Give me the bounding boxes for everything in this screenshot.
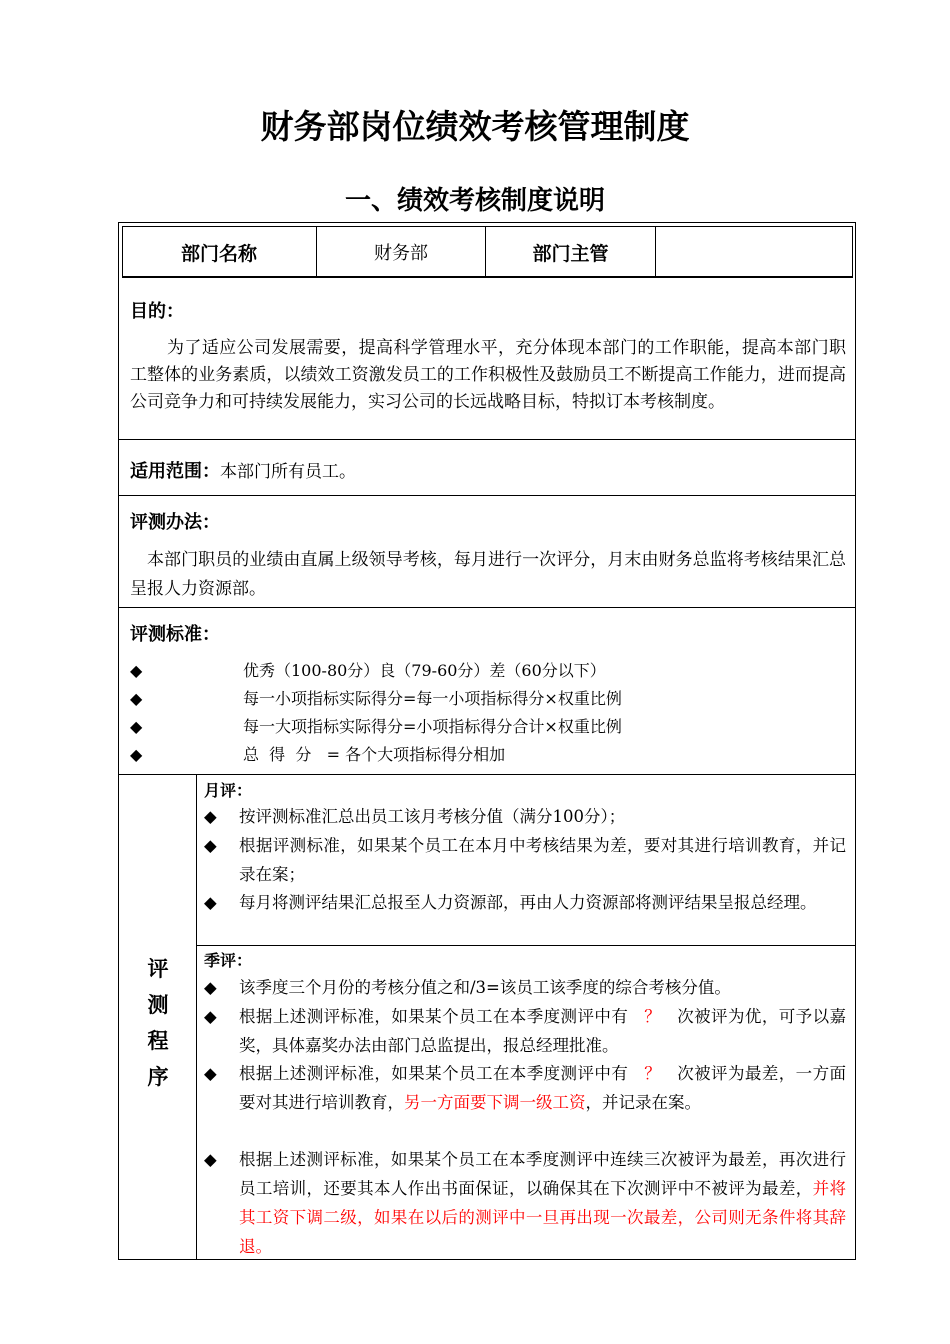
quarterly-item-3-salary-cut: 另一方面要下调一级工资	[404, 1093, 586, 1112]
purpose-text: 为了适应公司发展需要，提高科学管理水平，充分体现本部门的工作职能，提高本部门职工整体的业务素质，以绩效工资激发员工的工作积极性及鼓励员工不断提高工作能力，进而提高公司竞争力和可持续发展能力，实习公司的长远战略目标，特拟订本考核制度。	[130, 338, 846, 412]
quarterly-item-4-dismissal-rule: 并将其工资下调二级，如果在以后的测评中一旦再出现一次最差，公司则无条件将其辞退。	[239, 1179, 847, 1256]
quarterly-item-2	[204, 1002, 846, 1060]
header-top-rule	[122, 226, 853, 227]
quarterly-item-4	[204, 1145, 846, 1261]
standard-label: 评测标准：	[130, 624, 220, 645]
quarterly-item-4-part-a: 根据上述测评标准，如果某个员工在本季度测评中连续三次被评为最差，再次进行员工培训，还要其本人作出书面保证，以确保其在下次测评中不被评为最差，	[239, 1150, 846, 1198]
section-title: 一、绩效考核制度说明	[344, 186, 605, 216]
quarterly-item-3-part-c: ，并记录在案。	[585, 1093, 701, 1112]
monthly-item-2-text: 根据评测标准，如果某个员工在本月中考核结果为差，要对其进行培训教育，并记录在案；	[239, 836, 846, 884]
procedure-label-char-2: 测	[147, 993, 169, 1017]
standard-bullet-3: ◆	[130, 717, 143, 736]
quarterly-item-1	[204, 973, 846, 1002]
standard-bullet-4: ◆	[130, 745, 143, 764]
header-bottom-rule	[122, 276, 853, 278]
dept-head-value	[656, 228, 852, 276]
monthly-item-1-text: 按评测标准汇总出员工该月考核分值（满分100分）；	[239, 807, 626, 826]
procedure-label-char-1: 评	[147, 957, 169, 981]
scope-bottom-rule	[118, 495, 856, 496]
standard-item-1: 优秀（100-80分）良（79-60分）差（60分以下）	[243, 661, 606, 680]
quarterly-item-1-text: 该季度三个月份的考核分值之和/3=该员工该季度的综合考核分值。	[239, 978, 731, 997]
procedure-label-char-3: 程	[147, 1029, 169, 1053]
quarterly-item-2-part-b: 次被评为优，可予以嘉奖，具体嘉奖办法由部门总监提出，报总经理批准。	[239, 1007, 847, 1055]
procedure-label-char-4: 序	[147, 1065, 169, 1089]
method-label: 评测办法：	[130, 512, 220, 533]
method-text: 本部门职员的业绩由直属上级领导考核，每月进行一次评分，月末由财务总监将考核结果汇总呈报人力资源部。	[130, 550, 846, 599]
scope-label: 适用范围：	[130, 461, 220, 482]
quarterly-bullet-3: ◆	[204, 1064, 217, 1083]
quarterly-title: 季评：	[204, 951, 253, 970]
dept-head-label: 部门主管	[532, 242, 609, 265]
scope-text: 本部门所有员工。	[220, 462, 356, 482]
purpose-bottom-rule	[118, 439, 856, 440]
quarterly-item-3-part-b: 次被评为最差，一方面要对其进行培训教育，	[239, 1064, 847, 1112]
header-right-rule	[852, 226, 853, 277]
quarterly-bullet-2: ◆	[204, 1007, 217, 1026]
monthly-bullet-2: ◆	[204, 836, 217, 855]
dept-name-value: 财务部	[374, 243, 428, 264]
quarterly-item-3-unknown-count: ？	[644, 1064, 662, 1083]
monthly-bullet-3: ◆	[204, 893, 217, 912]
monthly-item-3-text: 每月将测评结果汇总报至人力资源部，再由人力资源部将测评结果呈报总经理。	[239, 893, 817, 912]
quarterly-item-3-text	[204, 1059, 846, 1117]
scope-line	[130, 458, 356, 486]
dept-name-label: 部门名称	[180, 242, 257, 265]
monthly-item-1	[204, 802, 846, 831]
quarterly-item-3-part-a: 根据上述测评标准，如果某个员工在本季度测评中有	[239, 1064, 629, 1083]
quarterly-item-3	[204, 1059, 846, 1117]
monthly-item-2	[204, 831, 846, 889]
standard-bullet-2: ◆	[130, 689, 143, 708]
standard-bottom-rule	[118, 774, 856, 775]
quarterly-item-4-text	[204, 1145, 846, 1261]
standard-item-4: 总 得 分 = 各个大项指标得分相加	[243, 745, 506, 764]
standard-item-2: 每一小项指标实际得分=每一小项指标得分×权重比例	[243, 689, 622, 708]
quarterly-bullet-1: ◆	[204, 978, 217, 997]
purpose-label: 目的：	[130, 301, 184, 322]
monthly-title: 月评：	[204, 781, 253, 800]
document-title: 财务部岗位绩效考核管理制度	[260, 107, 690, 146]
quarterly-item-2-unknown-count: ？	[644, 1007, 662, 1026]
monthly-quarterly-divider	[196, 945, 856, 946]
monthly-bullet-1: ◆	[204, 807, 217, 826]
standard-bullet-1: ◆	[130, 661, 143, 680]
quarterly-item-2-text	[204, 1002, 846, 1060]
method-bottom-rule	[118, 607, 856, 608]
procedure-label-divider	[196, 774, 197, 1260]
standard-item-3: 每一大项指标实际得分=小项指标得分合计×权重比例	[243, 717, 622, 736]
quarterly-item-2-part-a: 根据上述测评标准，如果某个员工在本季度测评中有	[239, 1007, 629, 1026]
monthly-item-3	[204, 888, 846, 917]
quarterly-bullet-4: ◆	[204, 1150, 217, 1169]
